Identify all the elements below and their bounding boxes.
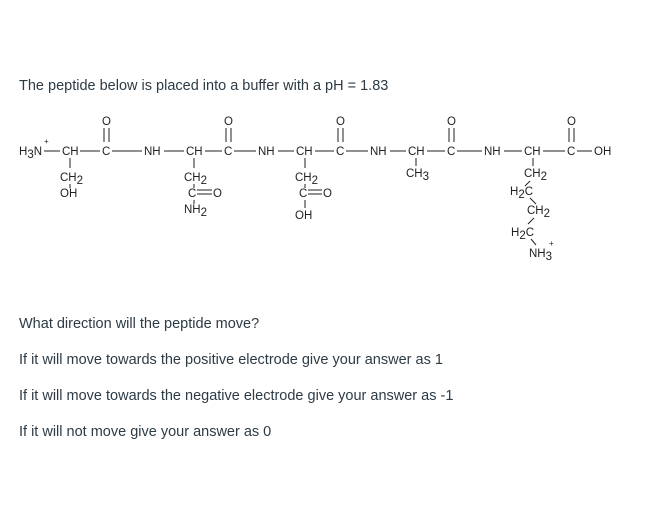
answer-instruction-positive: If it will move towards the positive electrode give your answer as 1 [19, 352, 443, 368]
bond [528, 218, 534, 224]
question-intro: The peptide below is placed into a buffer with a pH = 1.83 [19, 78, 389, 94]
side-chain-2-ch2: CH2 [184, 172, 208, 187]
side-chain-1-ch2: CH2 [60, 172, 84, 187]
side-chain-3-carbonyl-c: C [299, 188, 308, 200]
svg-text:+: + [549, 239, 554, 248]
carbonyl-oxygen-1: O [102, 116, 111, 128]
n-terminus-label [19, 137, 49, 161]
alpha-carbon-2: CH [186, 146, 203, 158]
amide-2: NH [258, 146, 275, 158]
amide-3: NH [370, 146, 387, 158]
carbonyl-oxygen-5: O [567, 116, 576, 128]
alpha-carbon-4: CH [408, 146, 425, 158]
alpha-carbon-1: CH [62, 146, 79, 158]
c-terminal-hydroxyl: OH [594, 146, 612, 158]
side-chain-4-ch3: CH3 [406, 168, 430, 183]
svg-text:H3N: H3N [19, 146, 43, 161]
answer-instruction-negative: If it will move towards the negative electrode give your answer as -1 [19, 388, 454, 404]
side-chain-5-ch2-b: CH2 [527, 205, 551, 220]
carbonyl-oxygen-2: O [224, 116, 233, 128]
question-text: What direction will the peptide move? [19, 316, 260, 332]
carbonyl-carbon-3: C [336, 146, 345, 158]
bond [531, 239, 536, 245]
side-chain-1-oh: OH [60, 188, 78, 200]
answer-instruction-none: If it will not move give your answer as 0 [19, 424, 272, 440]
amide-1: NH [144, 146, 161, 158]
side-chain-2-carbonyl-c: C [188, 188, 197, 200]
alpha-carbon-3: CH [296, 146, 313, 158]
side-chain-5-nh3-plus [529, 239, 554, 263]
carbonyl-carbon-5: C [567, 146, 576, 158]
side-chain-3-ch2: CH2 [295, 172, 319, 187]
carbonyl-oxygen-4: O [447, 116, 456, 128]
side-chain-5-h2c-a: H2C [510, 186, 534, 201]
side-chain-2-nh2: NH2 [184, 204, 208, 219]
side-chain-3-oxygen: O [323, 188, 332, 200]
side-chain-5-ch2-a: CH2 [524, 168, 548, 183]
side-chain-5-h2c-b: H2C [511, 227, 535, 242]
svg-text:NH3: NH3 [529, 248, 553, 263]
bond [530, 198, 536, 204]
side-chain-2-oxygen: O [213, 188, 222, 200]
carbonyl-carbon-4: C [447, 146, 456, 158]
amide-4: NH [484, 146, 501, 158]
carbonyl-oxygen-3: O [336, 116, 345, 128]
side-chain-3-oh: OH [295, 210, 313, 222]
carbonyl-carbon-2: C [224, 146, 233, 158]
alpha-carbon-5: CH [524, 146, 541, 158]
svg-text:+: + [44, 137, 49, 146]
carbonyl-carbon-1: C [102, 146, 111, 158]
peptide-structure-diagram [0, 100, 654, 270]
